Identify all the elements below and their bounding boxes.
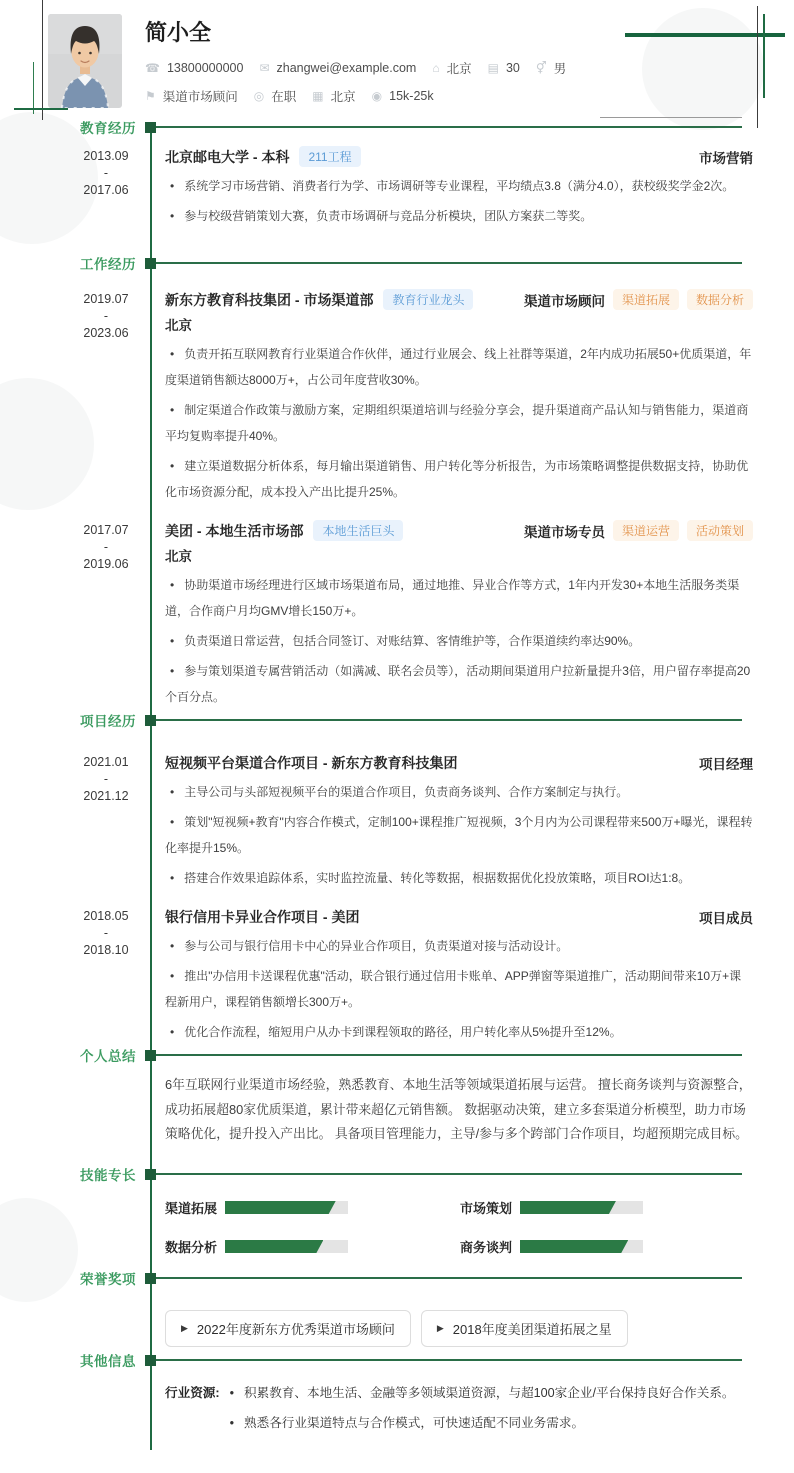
work-bullets xyxy=(165,341,753,505)
skill-item xyxy=(165,1198,420,1217)
section-rule xyxy=(156,1359,742,1361)
job-title: 渠道市场顾问 xyxy=(523,293,605,309)
salary-icon: ◉ xyxy=(371,89,383,103)
job-title: 渠道市场专员 xyxy=(523,524,605,540)
skill-item xyxy=(460,1237,715,1256)
bullet-item: • 负责渠道日常运营，包括合同签订、对账结算、客情维护等，合作渠道续约率达90%。 xyxy=(165,628,753,654)
timeline-node xyxy=(145,1355,156,1366)
timeline-node xyxy=(145,1273,156,1284)
flag-icon: ⚑ xyxy=(145,89,156,103)
decor-line-horizontal-gray xyxy=(600,117,742,118)
school-tag: 211工程 xyxy=(299,146,360,167)
contact-position xyxy=(145,87,238,105)
bullet-item: • 协助渠道市场经理进行区域市场渠道布局，通过地推、异业合作等方式，1年内开发30+本地生活服务类渠道，合作商户月均GMV增长150万+。 xyxy=(165,572,753,624)
date-range xyxy=(58,908,154,959)
education-bullets xyxy=(165,173,753,229)
skill-name: 渠道拓展 xyxy=(165,1201,218,1216)
date-separator: - xyxy=(103,772,109,786)
other-category: 行业资源: xyxy=(165,1386,220,1400)
work-entry xyxy=(83,521,753,710)
work-entry xyxy=(83,290,753,505)
section-header xyxy=(80,712,742,729)
status-value: 在职 xyxy=(271,90,297,104)
contact-salary xyxy=(372,89,434,103)
work-location: 北京 xyxy=(165,549,192,564)
city-value: 北京 xyxy=(446,62,472,76)
decor-line-vertical xyxy=(42,0,43,120)
date-start: 2017.07 xyxy=(83,523,129,537)
home-icon: ⌂ xyxy=(432,61,440,75)
section-skills xyxy=(0,1166,794,1256)
building-icon: ▦ xyxy=(312,89,324,103)
work-header xyxy=(165,521,753,540)
section-rule xyxy=(156,262,742,264)
major: 市场营销 xyxy=(699,150,753,166)
date-end: 2023.06 xyxy=(83,326,129,340)
skill-bar xyxy=(520,1201,643,1214)
contact-row-2 xyxy=(145,87,434,105)
timeline-node xyxy=(145,1169,156,1180)
honor-badge xyxy=(421,1310,628,1347)
gender-icon: ⚥ xyxy=(535,61,547,75)
section-rule xyxy=(156,1277,742,1279)
bullet-item: • 参与校级营销策划大赛，负责市场调研与竞品分析模块，团队方案获二等奖。 xyxy=(165,203,753,229)
skill-bar xyxy=(225,1201,348,1214)
timeline-node xyxy=(145,715,156,726)
bullet-item: • 优化合作流程，缩短用户从办卡到课程领取的路径，用户转化率从5%提升至12%。 xyxy=(165,1019,753,1045)
company-tag: 教育行业龙头 xyxy=(383,289,473,310)
skill-name: 市场策划 xyxy=(460,1201,513,1216)
timeline-node xyxy=(145,1050,156,1061)
bullet-item: • 建立渠道数据分析体系，每月输出渠道销售、用户转化等分析报告，为市场策略调整提供数据支持，协助优化市场资源分配，成本投入产出比提升25%。 xyxy=(165,453,753,505)
section-summary xyxy=(0,1047,794,1147)
profile-photo xyxy=(48,14,122,108)
contact-location xyxy=(312,87,355,105)
section-honors xyxy=(0,1270,794,1347)
honors-list xyxy=(165,1310,753,1347)
section-header xyxy=(80,1166,742,1183)
phone-icon: ☎ xyxy=(145,61,160,75)
skills-grid xyxy=(165,1198,753,1256)
work-location: 北京 xyxy=(165,318,192,333)
section-work xyxy=(0,255,794,710)
education-header xyxy=(165,147,753,166)
other-bullets xyxy=(220,1380,735,1436)
skill-tag: 渠道拓展 xyxy=(613,289,679,310)
section-label: 教育经历 xyxy=(80,121,136,136)
section-rule xyxy=(156,1173,742,1175)
work-header xyxy=(165,290,753,309)
section-header xyxy=(80,255,742,272)
date-end: 2017.06 xyxy=(83,183,129,197)
section-label: 其他信息 xyxy=(80,1354,136,1369)
bullet-item: • 参与公司与银行信用卡中心的异业合作项目，负责渠道对接与活动设计。 xyxy=(165,933,753,959)
play-icon: ▶ xyxy=(436,1323,444,1333)
bullet-item: • 参与策划渠道专属营销活动（如满减、联名会员等），活动期间渠道用户拉新量提升3倍，用户留存率提高20个百分点。 xyxy=(165,658,753,710)
date-start: 2021.01 xyxy=(83,755,129,769)
section-label: 个人总结 xyxy=(80,1049,136,1064)
date-start: 2013.09 xyxy=(83,149,129,163)
project-header xyxy=(165,907,753,926)
email-value: zhangwei@example.com xyxy=(276,61,417,75)
date-separator: - xyxy=(103,926,109,940)
bullet-item: • 积累教育、本地生活、金融等多领域渠道资源，与超100家企业/平台保持良好合作关系。 xyxy=(230,1380,735,1406)
company-name: 美团 - 本地生活市场部 xyxy=(165,522,304,539)
date-range xyxy=(58,522,154,573)
position-value: 渠道市场顾问 xyxy=(162,90,238,104)
skill-tag: 渠道运营 xyxy=(613,520,679,541)
section-header xyxy=(80,1047,742,1064)
project-bullets xyxy=(165,933,753,1045)
date-start: 2019.07 xyxy=(83,292,129,306)
work-bullets xyxy=(165,572,753,710)
section-header xyxy=(80,1270,742,1287)
candidate-name: 简小全 xyxy=(145,20,212,45)
project-role: 项目成员 xyxy=(699,910,753,926)
project-title: 短视频平台渠道合作项目 - 新东方教育科技集团 xyxy=(165,754,458,771)
date-range xyxy=(58,754,154,805)
section-rule xyxy=(156,719,742,721)
contact-age xyxy=(488,61,520,75)
honor-text: 2022年度新东方优秀渠道市场顾问 xyxy=(196,1322,395,1337)
bullet-item: • 主导公司与头部短视频平台的渠道合作项目，负责商务谈判、合作方案制定与执行。 xyxy=(165,779,753,805)
bullet-item: • 系统学习市场营销、消费者行为学、市场调研等专业课程，平均绩点3.8（满分4.0），获校级奖学金2次。 xyxy=(165,173,753,199)
contact-phone xyxy=(145,61,243,75)
section-header xyxy=(80,119,742,136)
honor-text: 2018年度美团渠道拓展之星 xyxy=(452,1322,612,1337)
age-value: 30 xyxy=(505,61,520,75)
phone-value: 13800000000 xyxy=(166,61,244,75)
bullet-item: • 搭建合作效果追踪体系，实时监控流量、转化等数据，根据数据优化投放策略，项目ROI达1:8。 xyxy=(165,865,753,891)
date-start: 2018.05 xyxy=(83,909,129,923)
decor-line-vertical xyxy=(757,6,758,128)
bullet-item: • 策划"短视频+教育"内容合作模式，定制100+课程推广短视频，3个月内为公司课程带来500万+曝光，课程转化率提升15%。 xyxy=(165,809,753,861)
section-other xyxy=(0,1352,794,1436)
decor-line-vertical-green xyxy=(763,14,765,98)
project-entry xyxy=(83,907,753,1045)
salary-value: 15k-25k xyxy=(389,89,434,103)
decor-line-vertical-green xyxy=(33,62,34,114)
section-label: 项目经历 xyxy=(80,714,136,729)
decor-circle xyxy=(642,8,764,130)
timeline-node xyxy=(145,258,156,269)
company-tag: 本地生活巨头 xyxy=(313,520,403,541)
summary-text: 6年互联网行业渠道市场经验，熟悉教育、本地生活等领域渠道拓展与运营。 擅长商务谈判与资源整合，成功拓展超80家优质渠道，累计带来超亿元销售额。 数据驱动决策，建立多套渠道分析模型，助力市场策略优化，提升投入产出比。 具备项目管理能力，主导/参与多个跨部门合作项目，均超预期完成目标。 xyxy=(165,1077,752,1141)
project-title: 银行信用卡异业合作项目 - 美团 xyxy=(165,908,360,925)
location-value: 北京 xyxy=(330,90,356,104)
project-bullets xyxy=(165,779,753,891)
skill-tag: 活动策划 xyxy=(687,520,753,541)
bullet-item: • 制定渠道合作政策与激励方案，定期组织渠道培训与经验分享会，提升渠道商产品认知与销售能力，渠道商平均复购率提升40%。 xyxy=(165,397,753,449)
skill-tag: 数据分析 xyxy=(687,289,753,310)
contact-status xyxy=(254,87,297,105)
date-end: 2019.06 xyxy=(83,557,129,571)
contact-gender xyxy=(536,59,566,77)
date-range xyxy=(58,291,154,342)
decor-line-horizontal-green-thick xyxy=(625,33,785,37)
section-projects xyxy=(0,712,794,1045)
email-icon: ✉ xyxy=(259,61,270,75)
status-icon: ◎ xyxy=(253,89,265,103)
decor-line-horizontal-green xyxy=(14,108,68,110)
section-education xyxy=(0,119,794,229)
section-rule xyxy=(156,1054,742,1056)
honor-badge xyxy=(165,1310,411,1347)
bullet-item: • 负责开拓互联网教育行业渠道合作伙伴，通过行业展会、线上社群等渠道，2年内成功拓展50+优质渠道，年度渠道销售额达8000万+，占公司年度营收30%。 xyxy=(165,341,753,393)
section-rule xyxy=(156,126,742,128)
date-separator: - xyxy=(103,166,109,180)
other-info xyxy=(165,1380,753,1436)
skill-item xyxy=(165,1237,420,1256)
skill-name: 商务谈判 xyxy=(460,1240,513,1255)
section-header xyxy=(80,1352,742,1369)
bullet-item: • 熟悉各行业渠道特点与合作模式，可快速适配不同业务需求。 xyxy=(230,1410,735,1436)
skill-name: 数据分析 xyxy=(165,1240,218,1255)
contact-email xyxy=(259,61,416,75)
company-name: 新东方教育科技集团 - 市场渠道部 xyxy=(165,291,374,308)
date-end: 2021.12 xyxy=(83,789,129,803)
section-label: 技能专长 xyxy=(80,1168,136,1183)
education-entry xyxy=(83,147,753,229)
date-range xyxy=(58,148,154,199)
timeline-node xyxy=(145,122,156,133)
age-icon: ▤ xyxy=(487,61,499,75)
date-separator: - xyxy=(103,309,109,323)
contact-city xyxy=(432,59,471,77)
project-entry xyxy=(83,753,753,891)
project-role: 项目经理 xyxy=(699,756,753,772)
gender-value: 男 xyxy=(553,62,567,76)
project-header xyxy=(165,753,753,772)
date-separator: - xyxy=(103,540,109,554)
section-label: 工作经历 xyxy=(80,257,136,272)
bullet-item: • 推出"办信用卡送课程优惠"活动，联合银行通过信用卡账单、APP弹窗等渠道推广，活动期间带来10万+课程新用户，课程销售额增长300万+。 xyxy=(165,963,753,1015)
play-icon: ▶ xyxy=(181,1323,188,1333)
section-label: 荣誉奖项 xyxy=(80,1272,136,1287)
skill-item xyxy=(460,1198,715,1217)
date-end: 2018.10 xyxy=(83,943,129,957)
school-name: 北京邮电大学 - 本科 xyxy=(165,148,290,165)
contact-row-1 xyxy=(145,59,566,77)
skill-bar xyxy=(225,1240,348,1253)
skill-bar xyxy=(520,1240,643,1253)
